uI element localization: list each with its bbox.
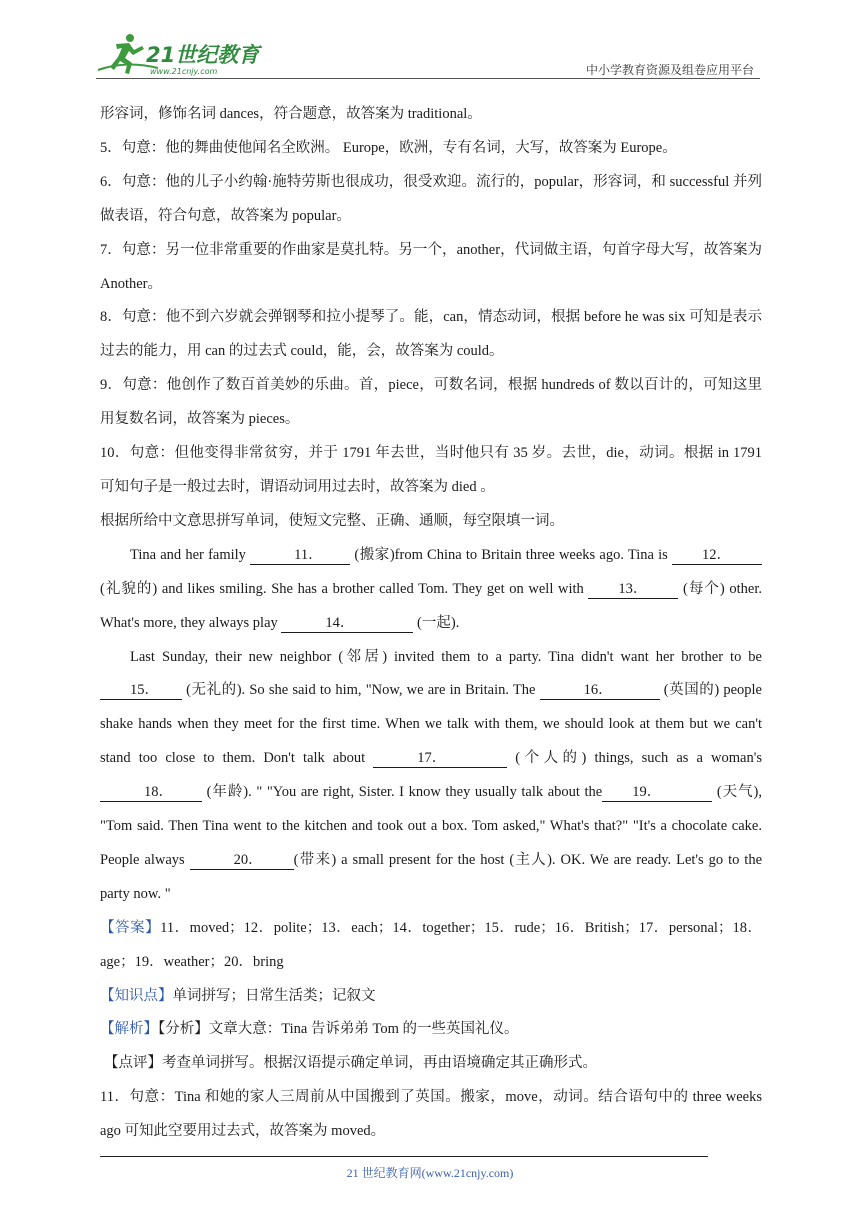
- blank-number: 16．: [583, 682, 613, 699]
- passage-paragraph-1: [100, 539, 762, 641]
- svg-text:21世纪教育: 21世纪教育: [146, 43, 260, 67]
- passage-text: (个人的) things, such as a woman's: [507, 750, 762, 767]
- blank-12: [672, 546, 762, 565]
- passage-text: (搬家)from China to Britain three weeks ago. Tina is: [350, 546, 672, 563]
- analysis-tag: 【解析】: [100, 1021, 158, 1038]
- blank-number: 18．: [144, 784, 173, 801]
- passage-text: Last Sunday, their new neighbor (邻居) invited them to a party. Tina didn't want her brother to be: [130, 648, 762, 665]
- explanation-line: 形容词，修饰名词 dances，符合题意，故答案为 traditional。: [100, 106, 482, 122]
- answer-section: [100, 912, 762, 980]
- blank-number: 14．: [325, 614, 355, 631]
- blank-number: 12．: [702, 546, 731, 563]
- header-divider: [96, 78, 760, 79]
- explanation-line: 11．句意：Tina 和她的家人三周前从中国搬到了英国。搬家，move，动词。结合语句中的 three weeks ago 可知此空要用过去式，故答案为 moved。: [100, 1089, 762, 1140]
- explanation-line: 10．句意：但他变得非常贫穷，并于 1791 年去世，当时他只有 35 岁。去世，die，动词。根据 in 1791 可知句子是一般过去时，谓语动词用过去时，故答案为 died 。: [100, 445, 762, 495]
- blank-15: [100, 681, 182, 700]
- passage-text: (无礼的). So she said to him, "Now, we are in Britain. The: [182, 682, 540, 699]
- blank-number: 15．: [130, 682, 159, 699]
- answer-tag: 【答案】: [100, 919, 161, 936]
- blank-14: [281, 614, 413, 633]
- passage-text: (年龄). " "You are right, Sister. I know they usually talk about the: [202, 784, 603, 801]
- blank-19: [602, 783, 712, 802]
- knowledge-text: 单词拼写；日常生活类；记叙文: [172, 987, 376, 1004]
- blank-number: 19．: [632, 784, 662, 801]
- answer-text: 11．moved；12．polite；13．each；14．together；15．rude；16．British；17．personal；18．age；19．weather；20．bring: [100, 919, 762, 970]
- explanation-line: 7．句意：另一位非常重要的作曲家是莫扎特。另一个，another，代词做主语，句首字母大写，故答案为 Another。: [100, 241, 762, 292]
- analysis-text: 【分析】文章大意：Tina 告诉弟弟 Tom 的一些英国礼仪。: [158, 1021, 519, 1038]
- blank-18: [100, 783, 202, 802]
- blank-20: [190, 851, 294, 870]
- passage-paragraph-2: [100, 641, 762, 912]
- analysis-section: [100, 1013, 762, 1047]
- passage-text: (英国的) people shake hands when they meet for the first time. When we talk with them, we should look at them but we can't stand too close to them. Don't talk about: [100, 682, 762, 767]
- knowledge-tag: 【知识点】: [100, 987, 173, 1004]
- knowledge-section: [100, 980, 762, 1014]
- svg-text:www.21cnjy.com: www.21cnjy.com: [150, 67, 218, 76]
- explanation-line: 9．句意：他创作了数百首美妙的乐曲。首，piece，可数名词，根据 hundreds of 数以百计的，可知这里用复数名词，故答案为 pieces。: [100, 377, 762, 428]
- comment-section: 【点评】考查单词拼写。根据汉语提示确定单词，再由语境确定其正确形式。: [104, 1055, 597, 1072]
- site-logo: [96, 30, 266, 78]
- explanation-line: 8．句意：他不到六岁就会弹钢琴和拉小提琴了。能，can，情态动词，根据 before he was six 可知是表示过去的能力，用 can 的过去式 could，能，会，故答案为 could。: [100, 309, 762, 360]
- runner-icon: [110, 34, 144, 74]
- explanation-line: 6．句意：他的儿子小约翰·施特劳斯也很成功，很受欢迎。流行的，popular，形容词，和 successful 并列做表语，符合句意，故答案为 popular。: [100, 173, 762, 224]
- passage-text: (礼貌的) and likes smiling. She has a brother called Tom. They get on well with: [100, 580, 589, 597]
- passage-text: (每个) other. What's more, they always play: [100, 580, 762, 631]
- blank-17: [373, 749, 507, 768]
- explanation-line: 5．句意：他的舞曲使他闻名全欧洲。 Europe，欧洲，专有名词，大写，故答案为 Europe。: [100, 139, 677, 156]
- page-header: [96, 30, 760, 80]
- blank-number: 20．: [233, 851, 263, 868]
- blank-number: 11．: [294, 546, 323, 563]
- instruction: 根据所给中文意思拼写单词，使短文完整、正确、通顺，每空限填一词。: [100, 512, 564, 529]
- passage-text: (一起).: [413, 614, 460, 631]
- blank-16: [540, 681, 660, 700]
- blank-number: 17．: [417, 750, 447, 767]
- passage-text: Tina and her family: [130, 546, 251, 563]
- platform-name: 中小学教育资源及组卷应用平台: [585, 63, 754, 77]
- blank-13: [588, 580, 678, 599]
- passage-text: (天气), "Tom said. Then Tina went to the kitchen and took out a box. Tom asked," What's that?" "It's a chocolate cake. People always: [100, 784, 762, 868]
- blank-number: 13．: [618, 580, 648, 597]
- footer-source: 21 世纪教育网(www.21cnjy.com): [346, 1166, 514, 1180]
- blank-11: [250, 546, 350, 565]
- footer-divider: [100, 1156, 708, 1157]
- document-body: [100, 98, 762, 1149]
- passage-text: (带来) a small present for the host (主人). OK. We are ready. Let's go to the party now. ": [100, 851, 763, 902]
